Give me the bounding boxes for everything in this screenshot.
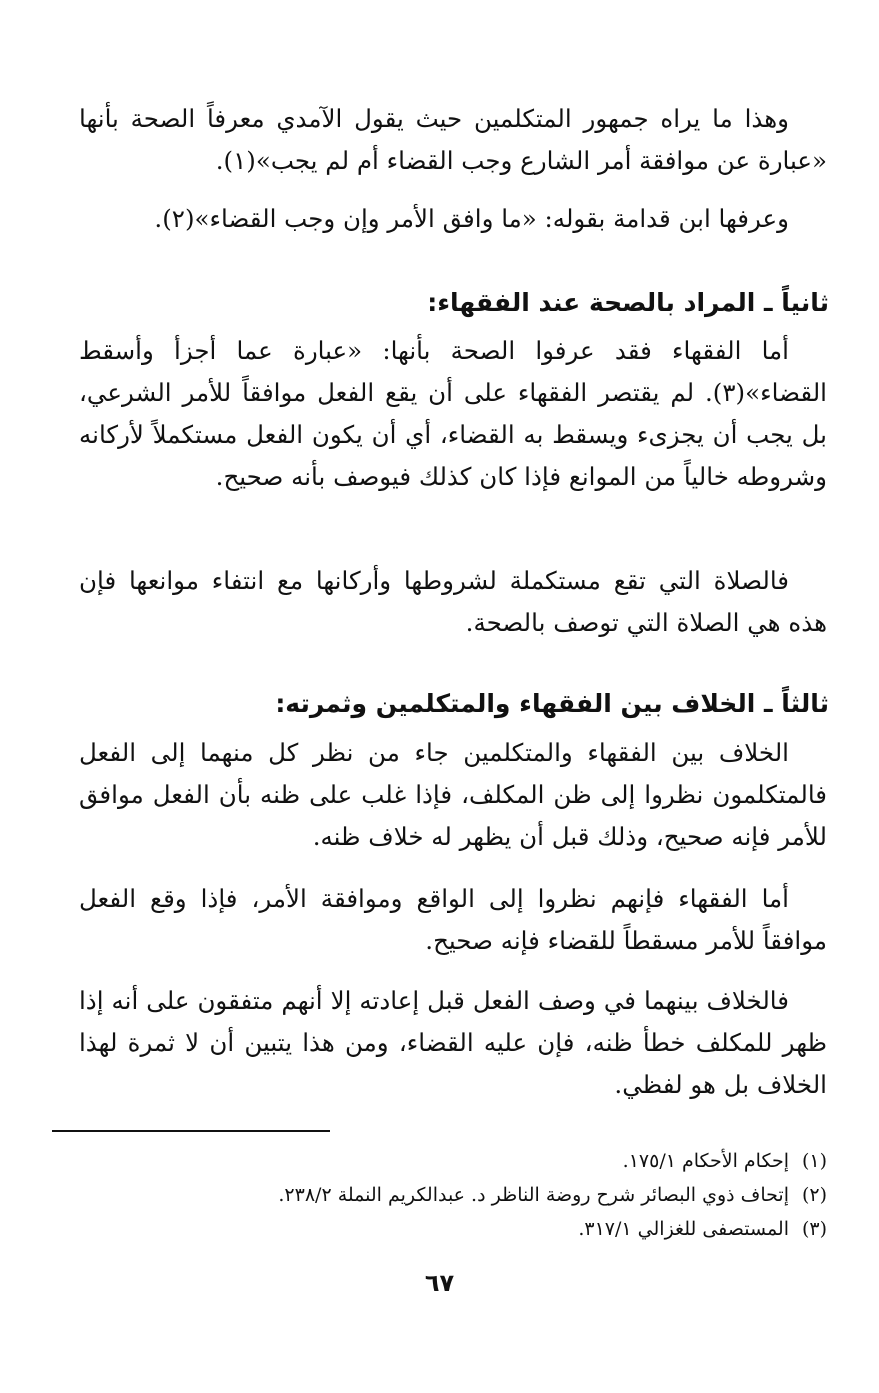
paragraph-disagreement-origin: الخلاف بين الفقهاء والمتكلمين جاء من نظر كل منهما إلى الفعل فالمتكلمون نظروا إلى ظن المكلف، فإذا غلب على ظنه بأن الفعل موافق للأمر فإنه صحيح، وذلك قبل أن يظهر له خلاف ظنه.: [79, 738, 827, 851]
footnote-text: إحكام الأحكام ١٧٥/١.: [622, 1150, 789, 1172]
footnote-number: (٣): [801, 1218, 827, 1240]
paragraph-prayer-example: فالصلاة التي تقع مستكملة لشروطها وأركانها مع انتفاء موانعها فإن هذه هي الصلاة التي توصف بالصحة.: [79, 566, 827, 637]
paragraph-amidi-definition: وهذا ما يراه جمهور المتكلمين حيث يقول الآمدي معرفاً الصحة بأنها «عبارة عن موافقة أمر الشارع وجب القضاء أم لم يجب»(١).: [79, 104, 827, 175]
footnote-text: المستصفى للغزالي ٣١٧/١.: [578, 1218, 789, 1240]
footnote-number: (١): [801, 1150, 827, 1172]
footnote-text: إتحاف ذوي البصائر شرح روضة الناظر د. عبدالكريم النملة ٢٣٨/٢.: [278, 1184, 789, 1206]
paragraph-conclusion: فالخلاف بينهما في وصف الفعل قبل إعادته إلا أنهم متفقون على أنه إذا ظهر للمكلف خطأ ظنه، فإن عليه القضاء، ومن هذا يتبين أن لا ثمرة لهذا الخلاف بل هو لفظي.: [79, 986, 827, 1099]
footnote-divider: [52, 1130, 330, 1132]
footnote-item: [79, 1180, 827, 1210]
paragraph-jurists-view: أما الفقهاء فإنهم نظروا إلى الواقع وموافقة الأمر، فإذا وقع الفعل موافقاً للأمر مسقطاً للقضاء فإنه صحيح.: [79, 884, 827, 955]
footnote-item: [79, 1146, 827, 1176]
footnote-number: (٢): [801, 1184, 827, 1206]
paragraph-ibn-qudama-definition: وعرفها ابن قدامة بقوله: «ما وافق الأمر وإن وجب القضاء»(٢).: [154, 204, 789, 233]
section-heading-disagreement: ثالثاً ـ الخلاف بين الفقهاء والمتكلمين وثمرته:: [275, 689, 829, 718]
section-heading-jurists: ثانياً ـ المراد بالصحة عند الفقهاء:: [427, 288, 829, 317]
paragraph-jurists-definition: أما الفقهاء فقد عرفوا الصحة بأنها: «عبارة عما أجزأ وأسقط القضاء»(٣). لم يقتصر الفقهاء على أن يقع الفعل موافقاً للأمر الشرعي، بل يجب أن يجزىء ويسقط به القضاء، أي أن يكون الفعل مستكملاً لأركانه وشروطه خالياً من الموانع فإذا كان كذلك فيوصف بأنه صحيح.: [79, 336, 827, 491]
page-number: ٦٧: [424, 1269, 455, 1297]
footnote-item: [79, 1214, 827, 1244]
